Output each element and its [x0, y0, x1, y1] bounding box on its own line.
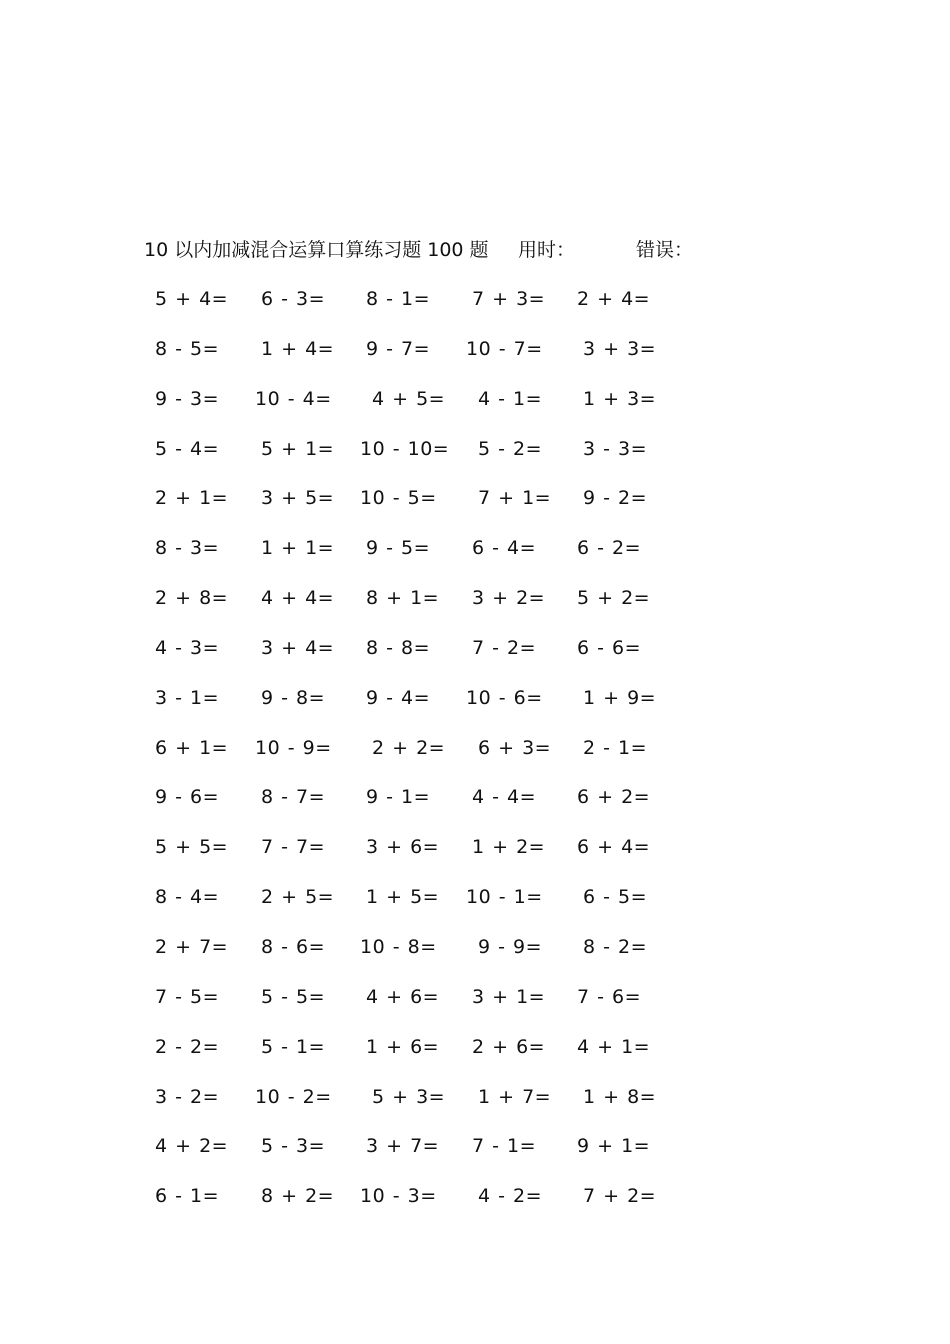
math-problem: 1 + 6=	[366, 1035, 440, 1058]
math-problem: 3 + 5=	[261, 487, 335, 510]
math-problem: 1 + 9=	[583, 686, 657, 709]
math-problem: 5 + 2=	[577, 587, 651, 610]
math-problem: 8 - 8=	[366, 636, 431, 659]
math-problem: 5 - 3=	[261, 1135, 326, 1158]
math-problem: 2 + 7=	[155, 935, 229, 958]
problem-row	[0, 1132, 950, 1182]
math-problem: 2 + 5=	[261, 886, 335, 909]
math-problem: 7 - 5=	[155, 985, 220, 1008]
math-problem: 9 - 8=	[261, 686, 326, 709]
problem-row	[0, 285, 950, 335]
problem-row	[0, 1033, 950, 1083]
math-problem: 8 - 6=	[261, 935, 326, 958]
math-problem: 7 - 1=	[472, 1135, 537, 1158]
math-problem: 1 + 7=	[478, 1085, 552, 1108]
math-problem: 1 + 1=	[261, 537, 335, 560]
math-problem: 6 - 2=	[577, 537, 642, 560]
math-problem: 1 + 4=	[261, 337, 335, 360]
math-problem: 7 + 1=	[478, 487, 552, 510]
math-problem: 7 + 2=	[583, 1185, 657, 1208]
math-problem: 3 - 3=	[583, 437, 648, 460]
math-problem: 9 + 1=	[577, 1135, 651, 1158]
problem-row	[0, 883, 950, 933]
math-problem: 2 + 2=	[372, 736, 446, 759]
math-problem: 10 - 8=	[360, 935, 437, 958]
math-problem: 10 - 6=	[466, 686, 543, 709]
math-problem: 8 - 3=	[155, 537, 220, 560]
math-problem: 7 - 6=	[577, 985, 642, 1008]
math-problem: 6 - 6=	[577, 636, 642, 659]
math-problem: 8 + 1=	[366, 587, 440, 610]
math-problem: 2 + 1=	[155, 487, 229, 510]
math-problem: 6 - 5=	[583, 886, 648, 909]
math-problem: 1 + 5=	[366, 886, 440, 909]
math-problem: 10 - 2=	[255, 1085, 332, 1108]
problem-row	[0, 435, 950, 485]
problem-row	[0, 1182, 950, 1232]
math-problem: 7 - 2=	[472, 636, 537, 659]
math-problem: 2 + 6=	[472, 1035, 546, 1058]
math-problem: 5 + 1=	[261, 437, 335, 460]
math-problem: 5 - 2=	[478, 437, 543, 460]
worksheet-title: 10 以内加减混合运算口算练习题 100 题	[144, 239, 489, 261]
math-problem: 9 - 4=	[366, 686, 431, 709]
math-problem: 3 - 1=	[155, 686, 220, 709]
math-problem: 10 - 9=	[255, 736, 332, 759]
problem-row	[0, 335, 950, 385]
math-problem: 8 - 4=	[155, 886, 220, 909]
math-problem: 10 - 5=	[360, 487, 437, 510]
math-problem: 3 + 2=	[472, 587, 546, 610]
problem-row	[0, 783, 950, 833]
math-problem: 5 + 3=	[372, 1085, 446, 1108]
time-used-label: 用时：	[518, 239, 576, 261]
math-problem: 4 - 1=	[478, 387, 543, 410]
math-problem: 9 - 2=	[583, 487, 648, 510]
math-problem: 3 - 2=	[155, 1085, 220, 1108]
problem-grid	[0, 285, 950, 1232]
math-problem: 8 - 7=	[261, 786, 326, 809]
math-problem: 3 + 6=	[366, 836, 440, 859]
math-problem: 6 + 1=	[155, 736, 229, 759]
math-problem: 6 + 2=	[577, 786, 651, 809]
math-problem: 4 - 2=	[478, 1185, 543, 1208]
math-problem: 9 - 3=	[155, 387, 220, 410]
math-problem: 9 - 9=	[478, 935, 543, 958]
math-problem: 7 - 7=	[261, 836, 326, 859]
problem-row	[0, 534, 950, 584]
problem-row	[0, 833, 950, 883]
math-problem: 3 + 7=	[366, 1135, 440, 1158]
math-problem: 7 + 3=	[472, 288, 546, 310]
math-problem: 10 - 7=	[466, 337, 543, 360]
problem-row	[0, 1083, 950, 1133]
math-problem: 10 - 10=	[360, 437, 450, 460]
math-problem: 2 - 2=	[155, 1035, 220, 1058]
math-problem: 6 + 4=	[577, 836, 651, 859]
math-problem: 6 - 4=	[472, 537, 537, 560]
math-problem: 6 + 3=	[478, 736, 552, 759]
math-problem: 10 - 4=	[255, 387, 332, 410]
problem-row	[0, 385, 950, 435]
math-problem: 9 - 5=	[366, 537, 431, 560]
problem-row	[0, 684, 950, 734]
math-problem: 4 + 6=	[366, 985, 440, 1008]
math-problem: 8 - 1=	[366, 288, 431, 310]
math-problem: 5 + 4=	[155, 288, 229, 310]
problem-row	[0, 983, 950, 1033]
math-problem: 5 - 5=	[261, 985, 326, 1008]
math-problem: 1 + 8=	[583, 1085, 657, 1108]
math-problem: 4 - 3=	[155, 636, 220, 659]
math-problem: 10 - 1=	[466, 886, 543, 909]
math-problem: 6 - 3=	[261, 288, 326, 310]
math-problem: 9 - 7=	[366, 337, 431, 360]
problem-row	[0, 933, 950, 983]
math-problem: 3 + 1=	[472, 985, 546, 1008]
math-problem: 3 + 3=	[583, 337, 657, 360]
math-problem: 5 - 4=	[155, 437, 220, 460]
problem-row	[0, 634, 950, 684]
math-problem: 9 - 1=	[366, 786, 431, 809]
math-problem: 4 + 4=	[261, 587, 335, 610]
math-problem: 1 + 3=	[583, 387, 657, 410]
math-problem: 5 + 5=	[155, 836, 229, 859]
errors-label: 错误：	[636, 239, 694, 261]
math-problem: 4 - 4=	[472, 786, 537, 809]
math-problem: 10 - 3=	[360, 1185, 437, 1208]
math-problem: 4 + 2=	[155, 1135, 229, 1158]
problem-row	[0, 584, 950, 634]
math-problem: 4 + 1=	[577, 1035, 651, 1058]
math-problem: 8 - 2=	[583, 935, 648, 958]
math-problem: 8 + 2=	[261, 1185, 335, 1208]
math-problem: 8 - 5=	[155, 337, 220, 360]
math-problem: 9 - 6=	[155, 786, 220, 809]
math-problem: 4 + 5=	[372, 387, 446, 410]
math-problem: 2 + 4=	[577, 288, 651, 310]
math-problem: 6 - 1=	[155, 1185, 220, 1208]
problem-row	[0, 734, 950, 784]
math-problem: 1 + 2=	[472, 836, 546, 859]
math-problem: 5 - 1=	[261, 1035, 326, 1058]
math-problem: 3 + 4=	[261, 636, 335, 659]
math-problem: 2 - 1=	[583, 736, 648, 759]
problem-row	[0, 484, 950, 534]
math-problem: 2 + 8=	[155, 587, 229, 610]
